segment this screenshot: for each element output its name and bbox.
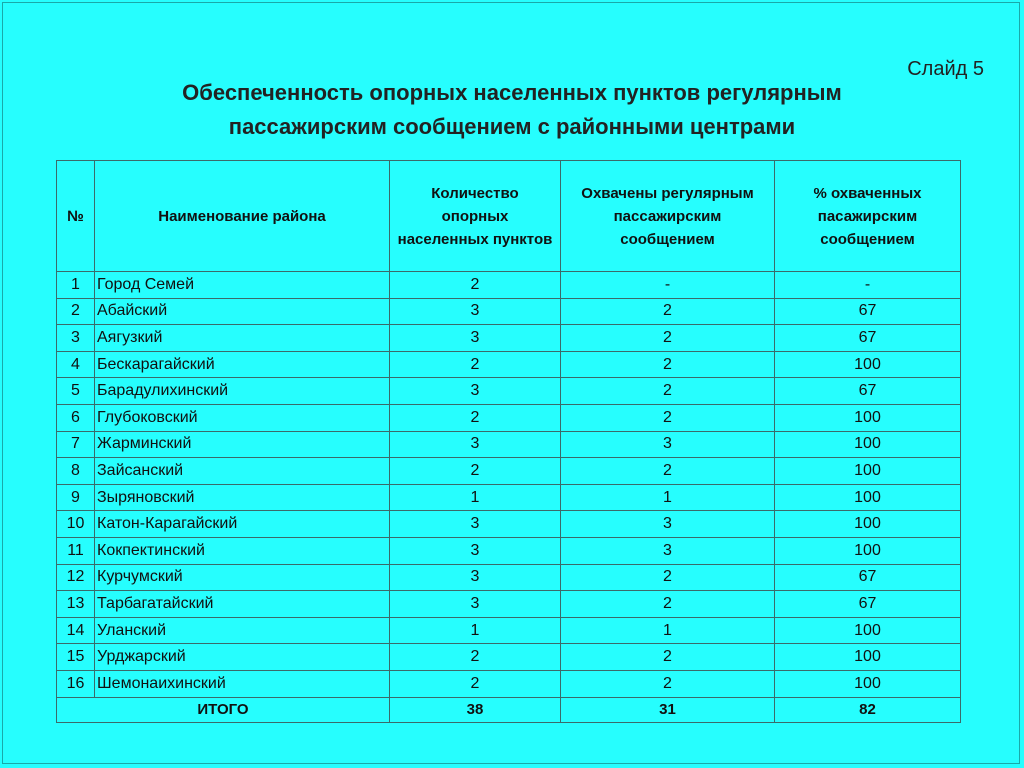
row-num: 15 xyxy=(57,644,95,671)
row-num: 2 xyxy=(57,298,95,325)
row-covered: 2 xyxy=(561,351,775,378)
row-percent: 100 xyxy=(775,511,961,538)
row-district: Абайский xyxy=(95,298,390,325)
table-row xyxy=(57,272,961,299)
row-percent: 67 xyxy=(775,378,961,405)
row-settlements: 2 xyxy=(390,670,561,697)
slide-number: Слайд 5 xyxy=(907,58,984,80)
row-covered: - xyxy=(561,272,775,299)
row-settlements: 3 xyxy=(390,591,561,618)
row-percent: 100 xyxy=(775,404,961,431)
row-covered: 2 xyxy=(561,404,775,431)
row-percent: 100 xyxy=(775,458,961,485)
slide-title xyxy=(0,76,1024,144)
row-num: 7 xyxy=(57,431,95,458)
header-covered: Охвачены регулярным пассажирским сообщением xyxy=(561,161,775,272)
row-num: 8 xyxy=(57,458,95,485)
row-district: Катон-Карагайский xyxy=(95,511,390,538)
table-row xyxy=(57,431,961,458)
row-settlements: 3 xyxy=(390,564,561,591)
row-settlements: 3 xyxy=(390,431,561,458)
title-line-2: пассажирским сообщением с районными центрами xyxy=(228,114,796,139)
row-settlements: 1 xyxy=(390,617,561,644)
row-num: 6 xyxy=(57,404,95,431)
row-covered: 3 xyxy=(561,511,775,538)
row-covered: 2 xyxy=(561,644,775,671)
table-row xyxy=(57,325,961,352)
header-num: № xyxy=(57,161,95,272)
row-settlements: 3 xyxy=(390,537,561,564)
row-district: Город Семей xyxy=(95,272,390,299)
coverage-table xyxy=(56,160,961,723)
row-covered: 2 xyxy=(561,591,775,618)
table-row xyxy=(57,644,961,671)
row-settlements: 3 xyxy=(390,378,561,405)
row-district: Кокпектинский xyxy=(95,537,390,564)
row-district: Зыряновский xyxy=(95,484,390,511)
row-num: 16 xyxy=(57,670,95,697)
row-covered: 2 xyxy=(561,325,775,352)
row-percent: 67 xyxy=(775,564,961,591)
row-num: 3 xyxy=(57,325,95,352)
table-row xyxy=(57,484,961,511)
total-row xyxy=(57,697,961,722)
table-row xyxy=(57,591,961,618)
row-district: Жарминский xyxy=(95,431,390,458)
row-percent: - xyxy=(775,272,961,299)
row-num: 14 xyxy=(57,617,95,644)
row-num: 11 xyxy=(57,537,95,564)
row-num: 1 xyxy=(57,272,95,299)
table-row xyxy=(57,404,961,431)
table-row xyxy=(57,378,961,405)
row-settlements: 3 xyxy=(390,298,561,325)
row-settlements: 2 xyxy=(390,644,561,671)
table-row xyxy=(57,670,961,697)
row-district: Уланский xyxy=(95,617,390,644)
row-percent: 67 xyxy=(775,298,961,325)
row-district: Тарбагатайский xyxy=(95,591,390,618)
row-percent: 100 xyxy=(775,670,961,697)
row-settlements: 1 xyxy=(390,484,561,511)
row-covered: 3 xyxy=(561,431,775,458)
row-district: Шемонаихинский xyxy=(95,670,390,697)
row-district: Барадулихинский xyxy=(95,378,390,405)
row-num: 10 xyxy=(57,511,95,538)
row-district: Зайсанский xyxy=(95,458,390,485)
title-line-1: Обеспеченность опорных населенных пунктов регулярным xyxy=(182,80,842,105)
row-covered: 2 xyxy=(561,670,775,697)
row-percent: 100 xyxy=(775,351,961,378)
table-body xyxy=(57,272,961,698)
row-covered: 2 xyxy=(561,564,775,591)
header-settlements: Количество опорных населенных пунктов xyxy=(390,161,561,272)
row-district: Курчумский xyxy=(95,564,390,591)
row-covered: 1 xyxy=(561,617,775,644)
row-percent: 100 xyxy=(775,484,961,511)
header-district: Наименование района xyxy=(95,161,390,272)
table-row xyxy=(57,458,961,485)
header-percent: % охваченных пасажирским сообщением xyxy=(775,161,961,272)
row-settlements: 2 xyxy=(390,404,561,431)
total-percent: 82 xyxy=(775,697,961,722)
row-covered: 2 xyxy=(561,458,775,485)
table-row xyxy=(57,617,961,644)
row-settlements: 2 xyxy=(390,272,561,299)
row-percent: 100 xyxy=(775,644,961,671)
row-percent: 67 xyxy=(775,591,961,618)
row-covered: 1 xyxy=(561,484,775,511)
row-percent: 100 xyxy=(775,617,961,644)
row-percent: 100 xyxy=(775,537,961,564)
table-row xyxy=(57,564,961,591)
row-num: 4 xyxy=(57,351,95,378)
table-row xyxy=(57,537,961,564)
row-district: Бескарагайский xyxy=(95,351,390,378)
row-settlements: 2 xyxy=(390,458,561,485)
row-district: Глубоковский xyxy=(95,404,390,431)
row-covered: 3 xyxy=(561,537,775,564)
total-settlements: 38 xyxy=(390,697,561,722)
row-num: 13 xyxy=(57,591,95,618)
row-settlements: 3 xyxy=(390,325,561,352)
row-percent: 100 xyxy=(775,431,961,458)
row-district: Урджарский xyxy=(95,644,390,671)
total-covered: 31 xyxy=(561,697,775,722)
table-header-row xyxy=(57,161,961,272)
table-row xyxy=(57,511,961,538)
row-num: 5 xyxy=(57,378,95,405)
row-covered: 2 xyxy=(561,378,775,405)
row-district: Аягузкий xyxy=(95,325,390,352)
table-row xyxy=(57,351,961,378)
row-settlements: 3 xyxy=(390,511,561,538)
row-covered: 2 xyxy=(561,298,775,325)
table-row xyxy=(57,298,961,325)
row-num: 9 xyxy=(57,484,95,511)
row-percent: 67 xyxy=(775,325,961,352)
total-label: ИТОГО xyxy=(57,697,390,722)
row-settlements: 2 xyxy=(390,351,561,378)
row-num: 12 xyxy=(57,564,95,591)
